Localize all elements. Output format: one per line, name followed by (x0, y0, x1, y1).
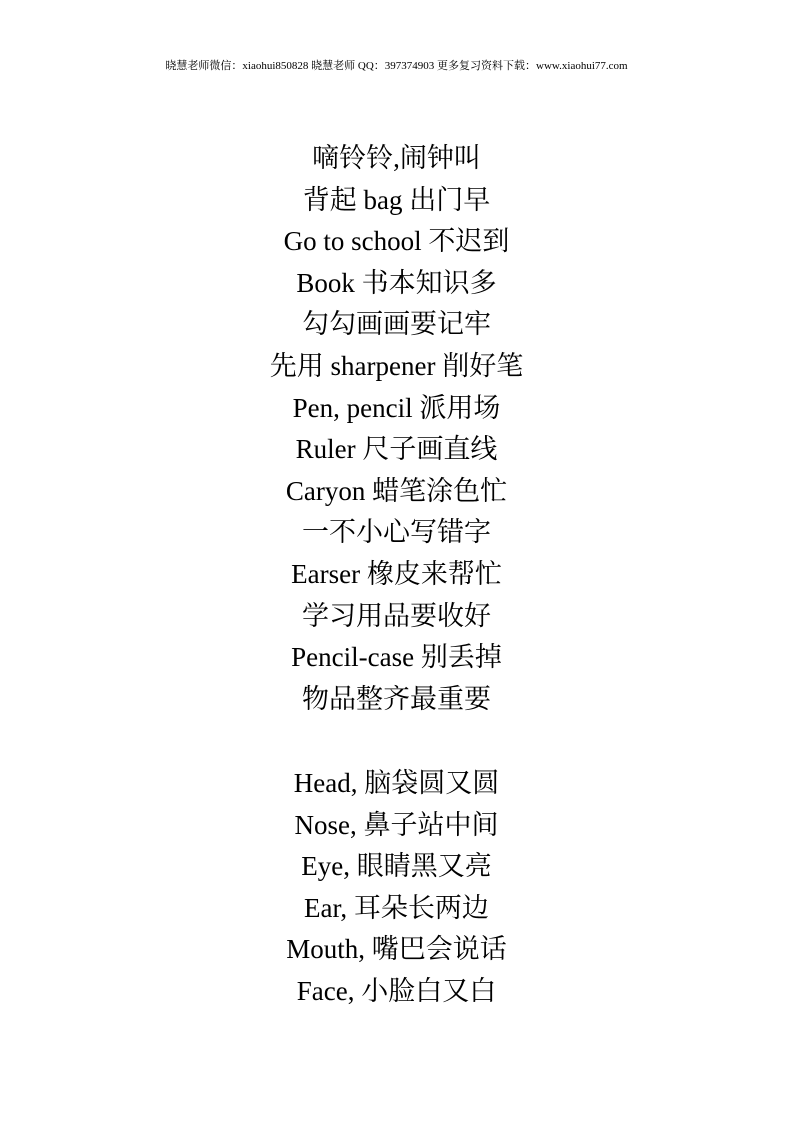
rhyme-line: 背起 bag 出门早 (302, 184, 491, 215)
rhyme-line: 先用 sharpener 削好笔 (269, 350, 524, 381)
rhyme-line: Pencil-case 别丢掉 (291, 642, 502, 673)
rhyme-line: Eye, 眼睛黑又亮 (301, 851, 492, 882)
rhyme-line: Book 书本知识多 (296, 267, 497, 298)
rhyme-line: Head, 脑袋圆又圆 (293, 768, 500, 798)
rhyme-line: Caryon 蜡笔涂色忙 (285, 475, 508, 506)
rhyme-line: Ear, 耳朵长两边 (304, 892, 489, 923)
page-header: 晓慧老师微信：xiaohui850828 晓慧老师 QQ：397374903 更多复习资料下载：www.xiaohui77.com (165, 60, 628, 72)
rhyme-line: 一不小心写错字 (302, 517, 491, 548)
rhyme-line: Ruler 尺子画直线 (295, 434, 498, 465)
rhyme-line: 物品整齐最重要 (302, 683, 491, 714)
rhyme-line: Go to school 不迟到 (283, 226, 510, 257)
rhyme-line: 勾勾画画要记牢 (302, 309, 491, 340)
rhyme-line: Face, 小脸白又白 (296, 975, 497, 1006)
rhyme-line: 学习用品要收好 (302, 600, 491, 631)
rhyme-line: Pen, pencil 派用场 (292, 392, 501, 423)
rhyme-line: Earser 橡皮来帮忙 (291, 558, 502, 589)
rhyme-line: Nose, 鼻子站中间 (294, 809, 499, 840)
rhyme-stanza-stationery (0, 138, 793, 720)
rhyme-line: 嘀铃铃,闹钟叫 (312, 143, 481, 173)
rhyme-stanza-face (0, 763, 793, 1013)
rhyme-line: Mouth, 嘴巴会说话 (286, 934, 507, 965)
